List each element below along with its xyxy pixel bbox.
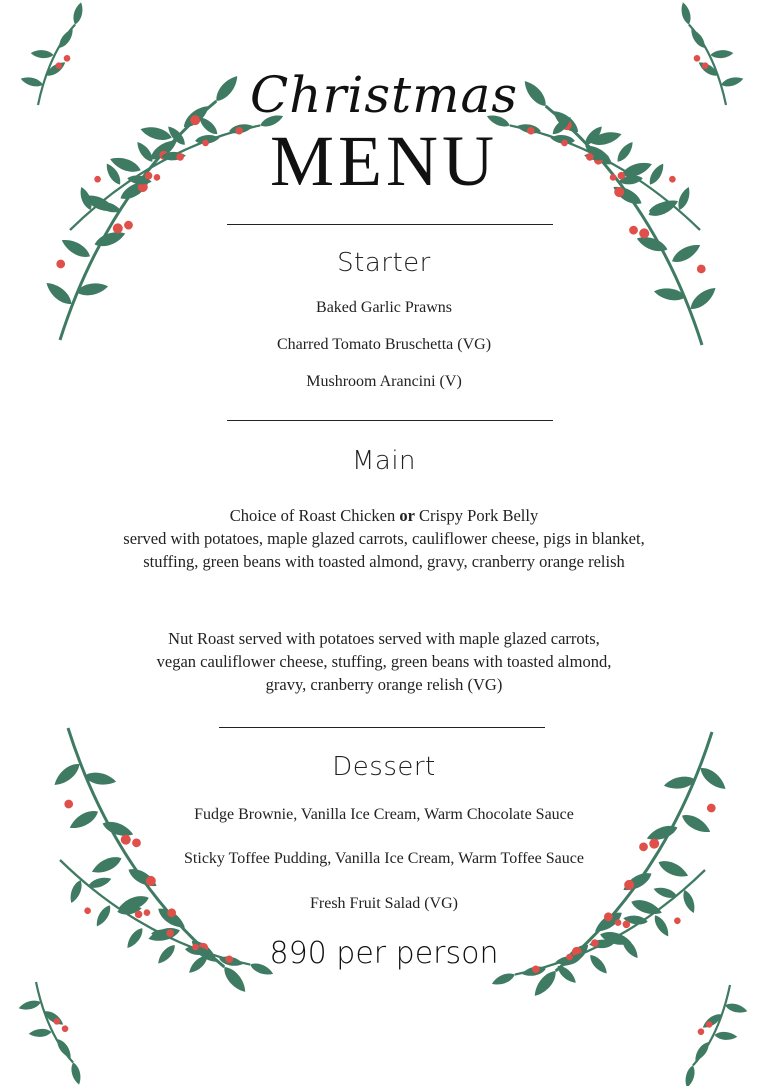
divider (219, 727, 545, 728)
main-vegan-description: Nut Roast served with potatoes served with maple glazed carrots, vegan cauliflower cheese, stuffing, green beans with toasted almond, gravy, cranberry orange relish (VG) (156, 629, 612, 694)
main-meat-description: served with potatoes, maple glazed carrots, cauliflower cheese, pigs in blanket, stuffing, green beans with toasted almond, gravy, cranberry orange relish (123, 529, 645, 571)
main-vegan-option (150, 627, 618, 696)
dessert-item: Sticky Toffee Pudding, Vanilla Ice Cream, Warm Toffee Sauce (184, 850, 584, 867)
section-heading-main: Main (351, 446, 417, 476)
menu-title-script: Christmas (250, 66, 518, 124)
dessert-item: Fresh Fruit Salad (VG) (310, 895, 458, 912)
starter-item: Baked Garlic Prawns (316, 299, 452, 316)
section-heading-starter: Starter (337, 248, 431, 278)
price-per-person: 890 per person (269, 936, 499, 971)
dessert-item: Fudge Brownie, Vanilla Ice Cream, Warm Chocolate Sauce (194, 806, 574, 823)
starter-item: Charred Tomato Bruschetta (VG) (276, 336, 492, 353)
main-choice-or: or (399, 506, 415, 525)
main-choice-lead: Choice of Roast Chicken (229, 506, 400, 525)
section-heading-dessert: Dessert (332, 752, 436, 782)
divider (227, 420, 553, 421)
main-meat-option (120, 504, 648, 573)
starter-item: Mushroom Arancini (V) (306, 373, 462, 390)
divider (227, 224, 553, 225)
main-choice-tail: Crispy Pork Belly (414, 506, 539, 525)
menu-title: MENU (270, 121, 498, 201)
